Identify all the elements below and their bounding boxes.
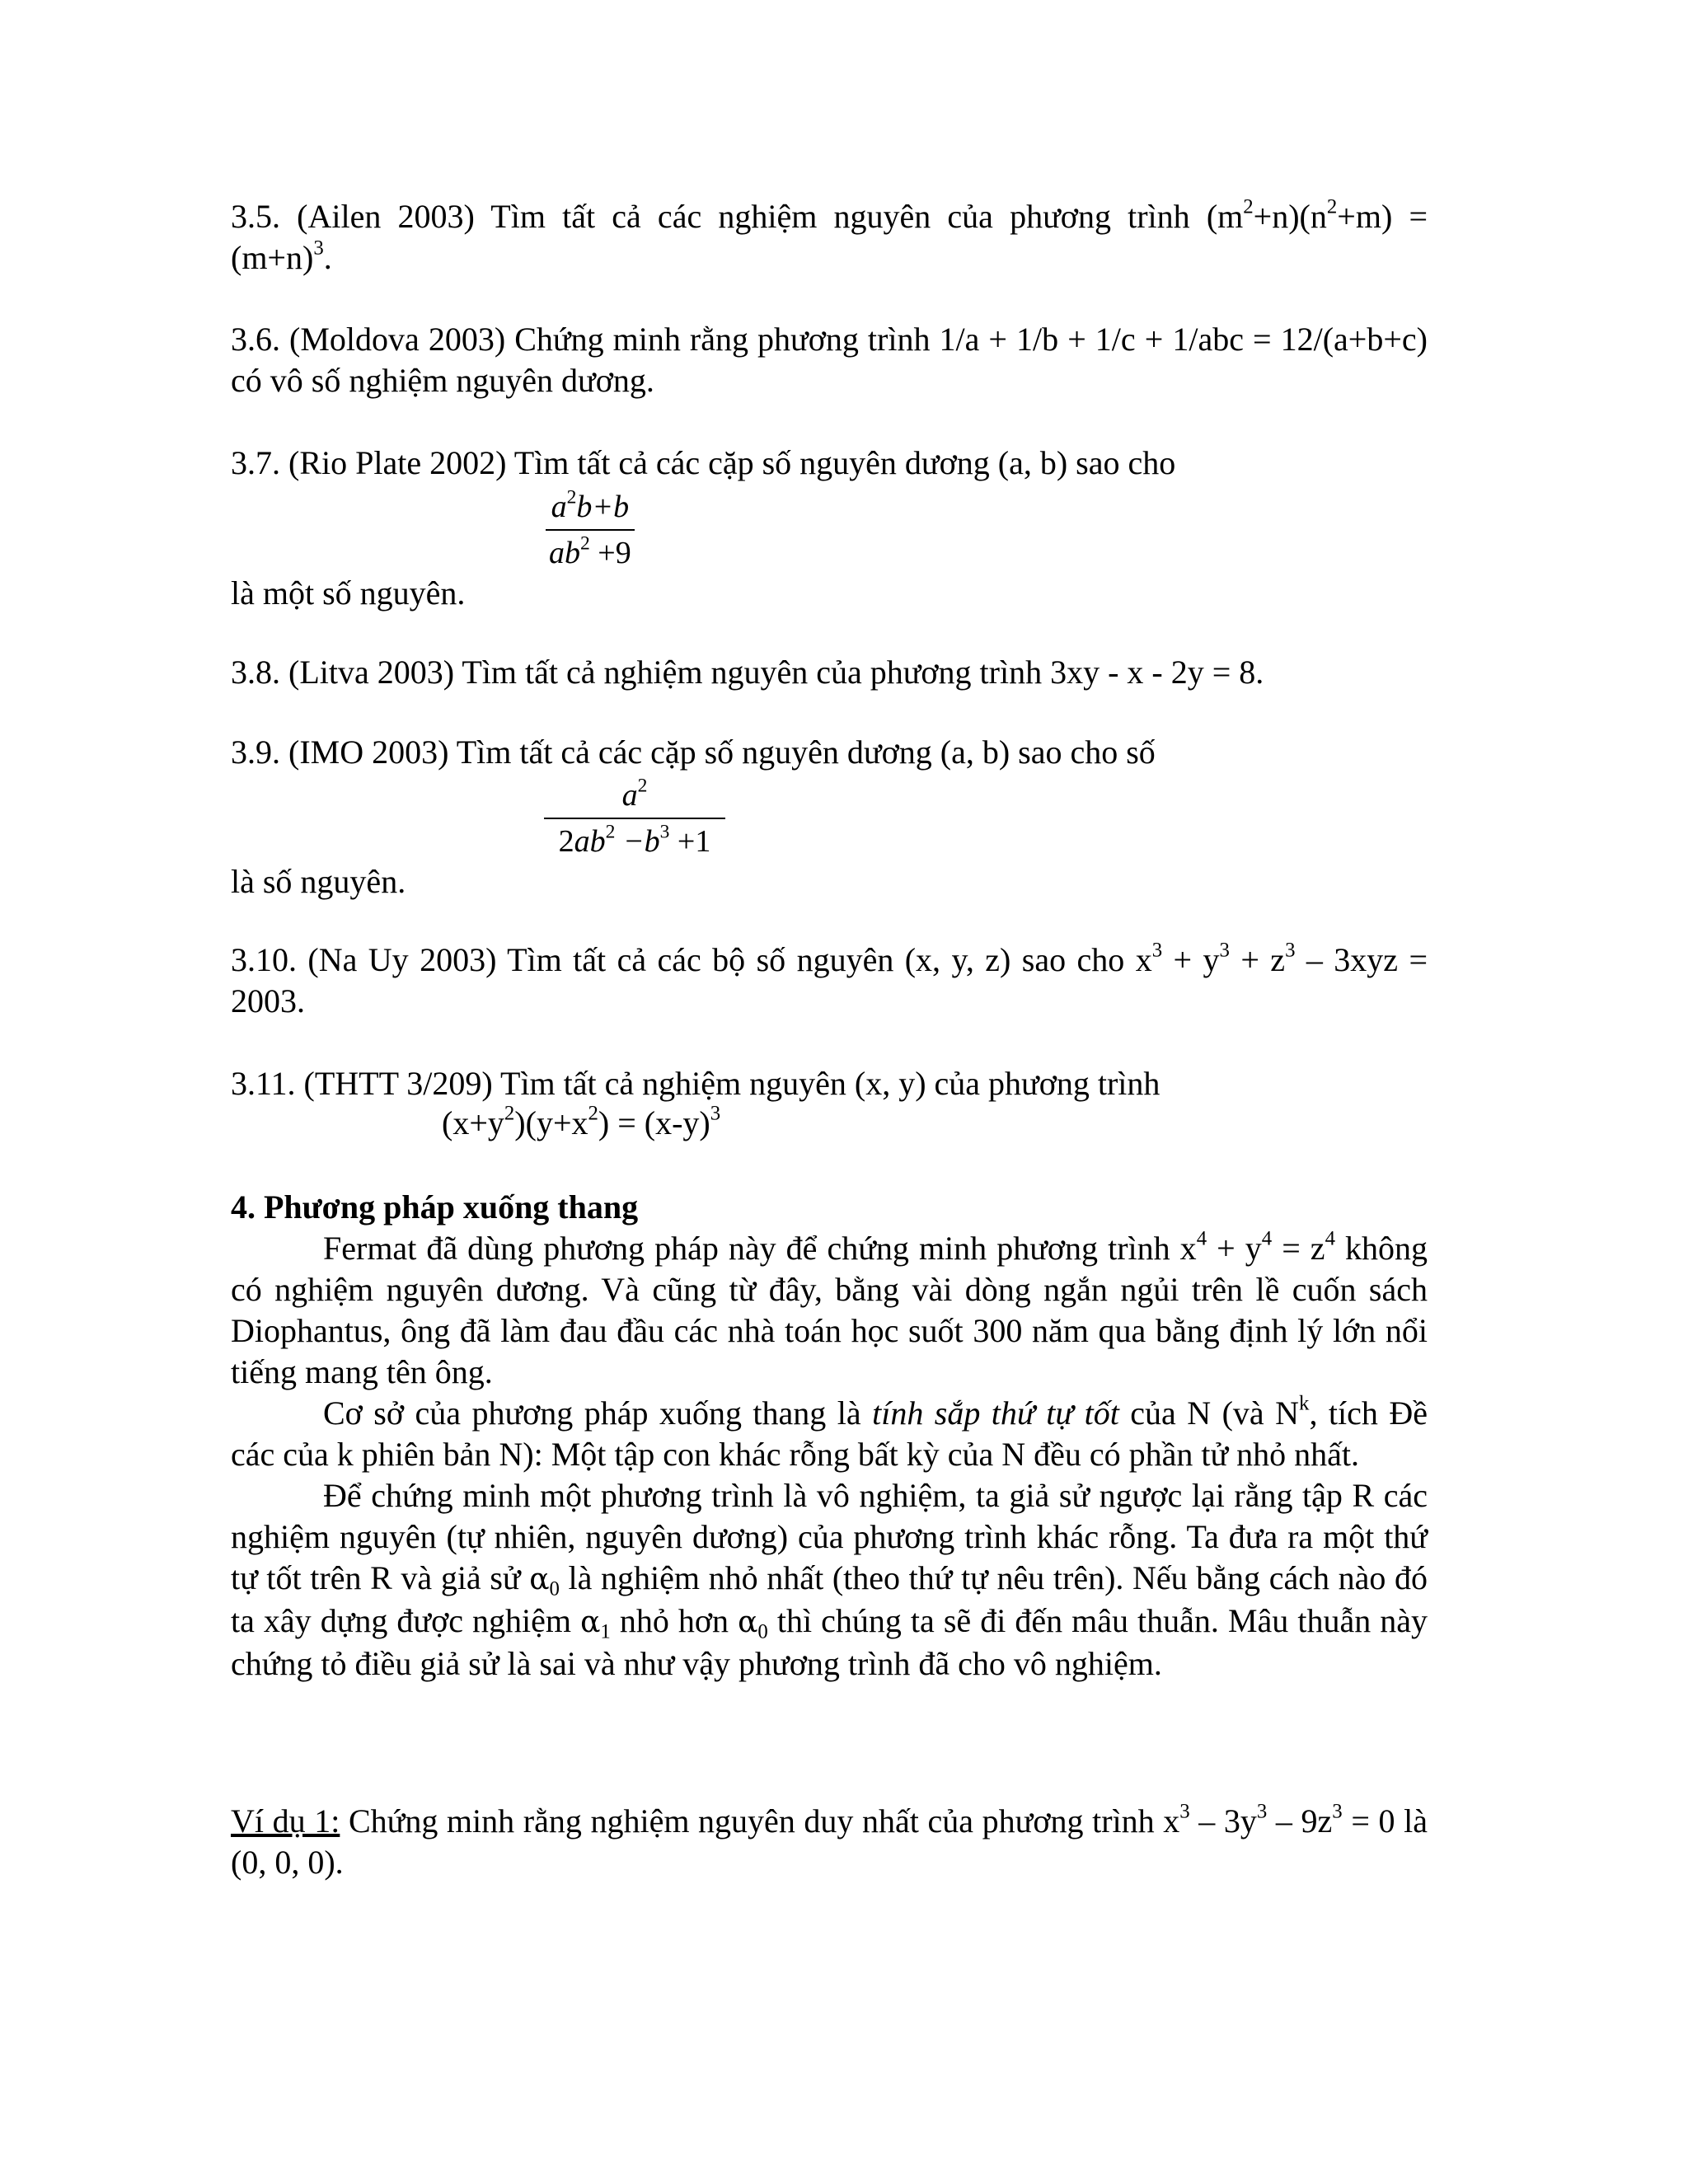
paragraph-3: Để chứng minh một phương trình là vô nghiệm, ta giả sử ngược lại rằng tập R các nghiệm nguyên (tự nhiên, nguyên dương) của phương trình khác rỗng. Ta đưa ra một thứ tự tốt trên R và giả sử $\alpha_0$ là nghiệm nhỏ nhất (theo thứ tự nêu trên). Nếu bằng cách nào đó ta xây dựng được nghiệm $\alpha_1$ nhỏ hơn $\alpha_0$ thì chúng ta sẽ đi đến mâu thuẫn. Mâu thuẫn này chứng tỏ điều giả sử là sai và như vậy phương trình đã cho vô nghiệm. bbox=[231, 1477, 1428, 1682]
example-1: Ví dụ 1: Chứng minh rằng nghiệm nguyên duy nhất của phương trình $x^3 - 3y^3 - 9z^3 = 0$ là (0, 0, 0). bbox=[231, 1800, 1428, 1881]
problem-3-6 bbox=[231, 319, 1428, 401]
problem-text: là một số nguyên. bbox=[231, 574, 466, 612]
superscript: 3 bbox=[1285, 939, 1296, 962]
fraction-denominator: $ab^2 +9$ bbox=[546, 529, 635, 572]
problem-text: . bbox=[323, 239, 332, 276]
problem-3-10 bbox=[231, 940, 1428, 1022]
section-title: 4. Phương pháp xuống thang bbox=[231, 1188, 639, 1226]
superscript: 2 bbox=[1326, 195, 1338, 218]
problem-3-9 bbox=[231, 732, 1428, 773]
problem-text: 3.5. (Ailen 2003) Tìm tất cả các nghiệm nguyên của phương trình (m bbox=[231, 198, 1244, 235]
superscript: 3 bbox=[1151, 939, 1163, 962]
problem-3-7 bbox=[231, 443, 1428, 484]
problem-text: là số nguyên. bbox=[231, 863, 406, 900]
problem-text: 3.9. (IMO 2003) Tìm tất cả các cặp số nguyên dương (a, b) sao cho số bbox=[231, 733, 1156, 771]
equation-3-11: $(x+y^2)(y+x^2) = (x-y)^3$ bbox=[442, 1102, 721, 1141]
fraction-numerator: $a^2$ bbox=[621, 775, 648, 813]
fraction-3-9 bbox=[544, 776, 725, 860]
example-label: Ví dụ 1: bbox=[231, 1802, 340, 1840]
problem-text: + z bbox=[1229, 941, 1286, 978]
section-heading bbox=[231, 1187, 1428, 1228]
problem-3-7-tail bbox=[231, 573, 1428, 614]
problem-3-11 bbox=[231, 1063, 1428, 1104]
fraction-numerator: $a^2b+b$ bbox=[551, 486, 630, 524]
superscript: 3 bbox=[1219, 939, 1230, 962]
problem-text: 3.7. (Rio Plate 2002) Tìm tất cả các cặp số nguyên dương (a, b) sao cho bbox=[231, 444, 1176, 481]
problem-text: + y bbox=[1162, 941, 1220, 978]
fraction-denominator: $2ab^2 -b^3 +1$ bbox=[544, 818, 725, 860]
problem-3-9-tail bbox=[231, 861, 1428, 902]
problem-text: 3.11. (THTT 3/209) Tìm tất cả nghiệm nguyên (x, y) của phương trình bbox=[231, 1065, 1160, 1102]
problem-text: 3.6. (Moldova 2003) Chứng minh rằng phương trình 1/a + 1/b + 1/c + 1/abc = 12/(a+b+c) có vô số nghiệm nguyên dương. bbox=[231, 321, 1428, 399]
problem-text: – 3xyz = 2003. bbox=[231, 941, 1428, 1019]
paragraph-1: Fermat đã dùng phương pháp này để chứng minh phương trình $x^4 + y^4 = z^4$ không có nghiệm nguyên dương. Và cũng từ đây, bằng vài dòng ngắn ngủi trên lề cuốn sách Diophantus, ông đã làm đau đầu các nhà toán học suốt 300 năm qua bằng định lý lớn nổi tiếng mang tên ông. bbox=[231, 1227, 1428, 1390]
problem-text: +m) = (m+n) bbox=[231, 198, 1428, 276]
section-body bbox=[231, 1228, 1428, 1685]
problem-3-8 bbox=[231, 652, 1428, 693]
problem-text: +n)(n bbox=[1253, 198, 1327, 235]
superscript: 3 bbox=[313, 237, 324, 260]
fraction-3-7 bbox=[546, 488, 635, 572]
problem-text: 3.8. (Litva 2003) Tìm tất cả nghiệm nguyên của phương trình 3xy - x - 2y = 8. bbox=[231, 654, 1264, 691]
superscript: 2 bbox=[1243, 195, 1254, 218]
paragraph-2: Cơ sở của phương pháp xuống thang là tính sắp thứ tự tốt của N (và $N^k$, tích Đề các của k phiên bản N): Một tập con khác rỗng bất kỳ của N đều có phần tử nhỏ nhất. bbox=[231, 1392, 1428, 1473]
problem-3-5 bbox=[231, 196, 1428, 279]
problem-text: 3.10. (Na Uy 2003) Tìm tất cả các bộ số nguyên (x, y, z) sao cho x bbox=[231, 941, 1152, 978]
